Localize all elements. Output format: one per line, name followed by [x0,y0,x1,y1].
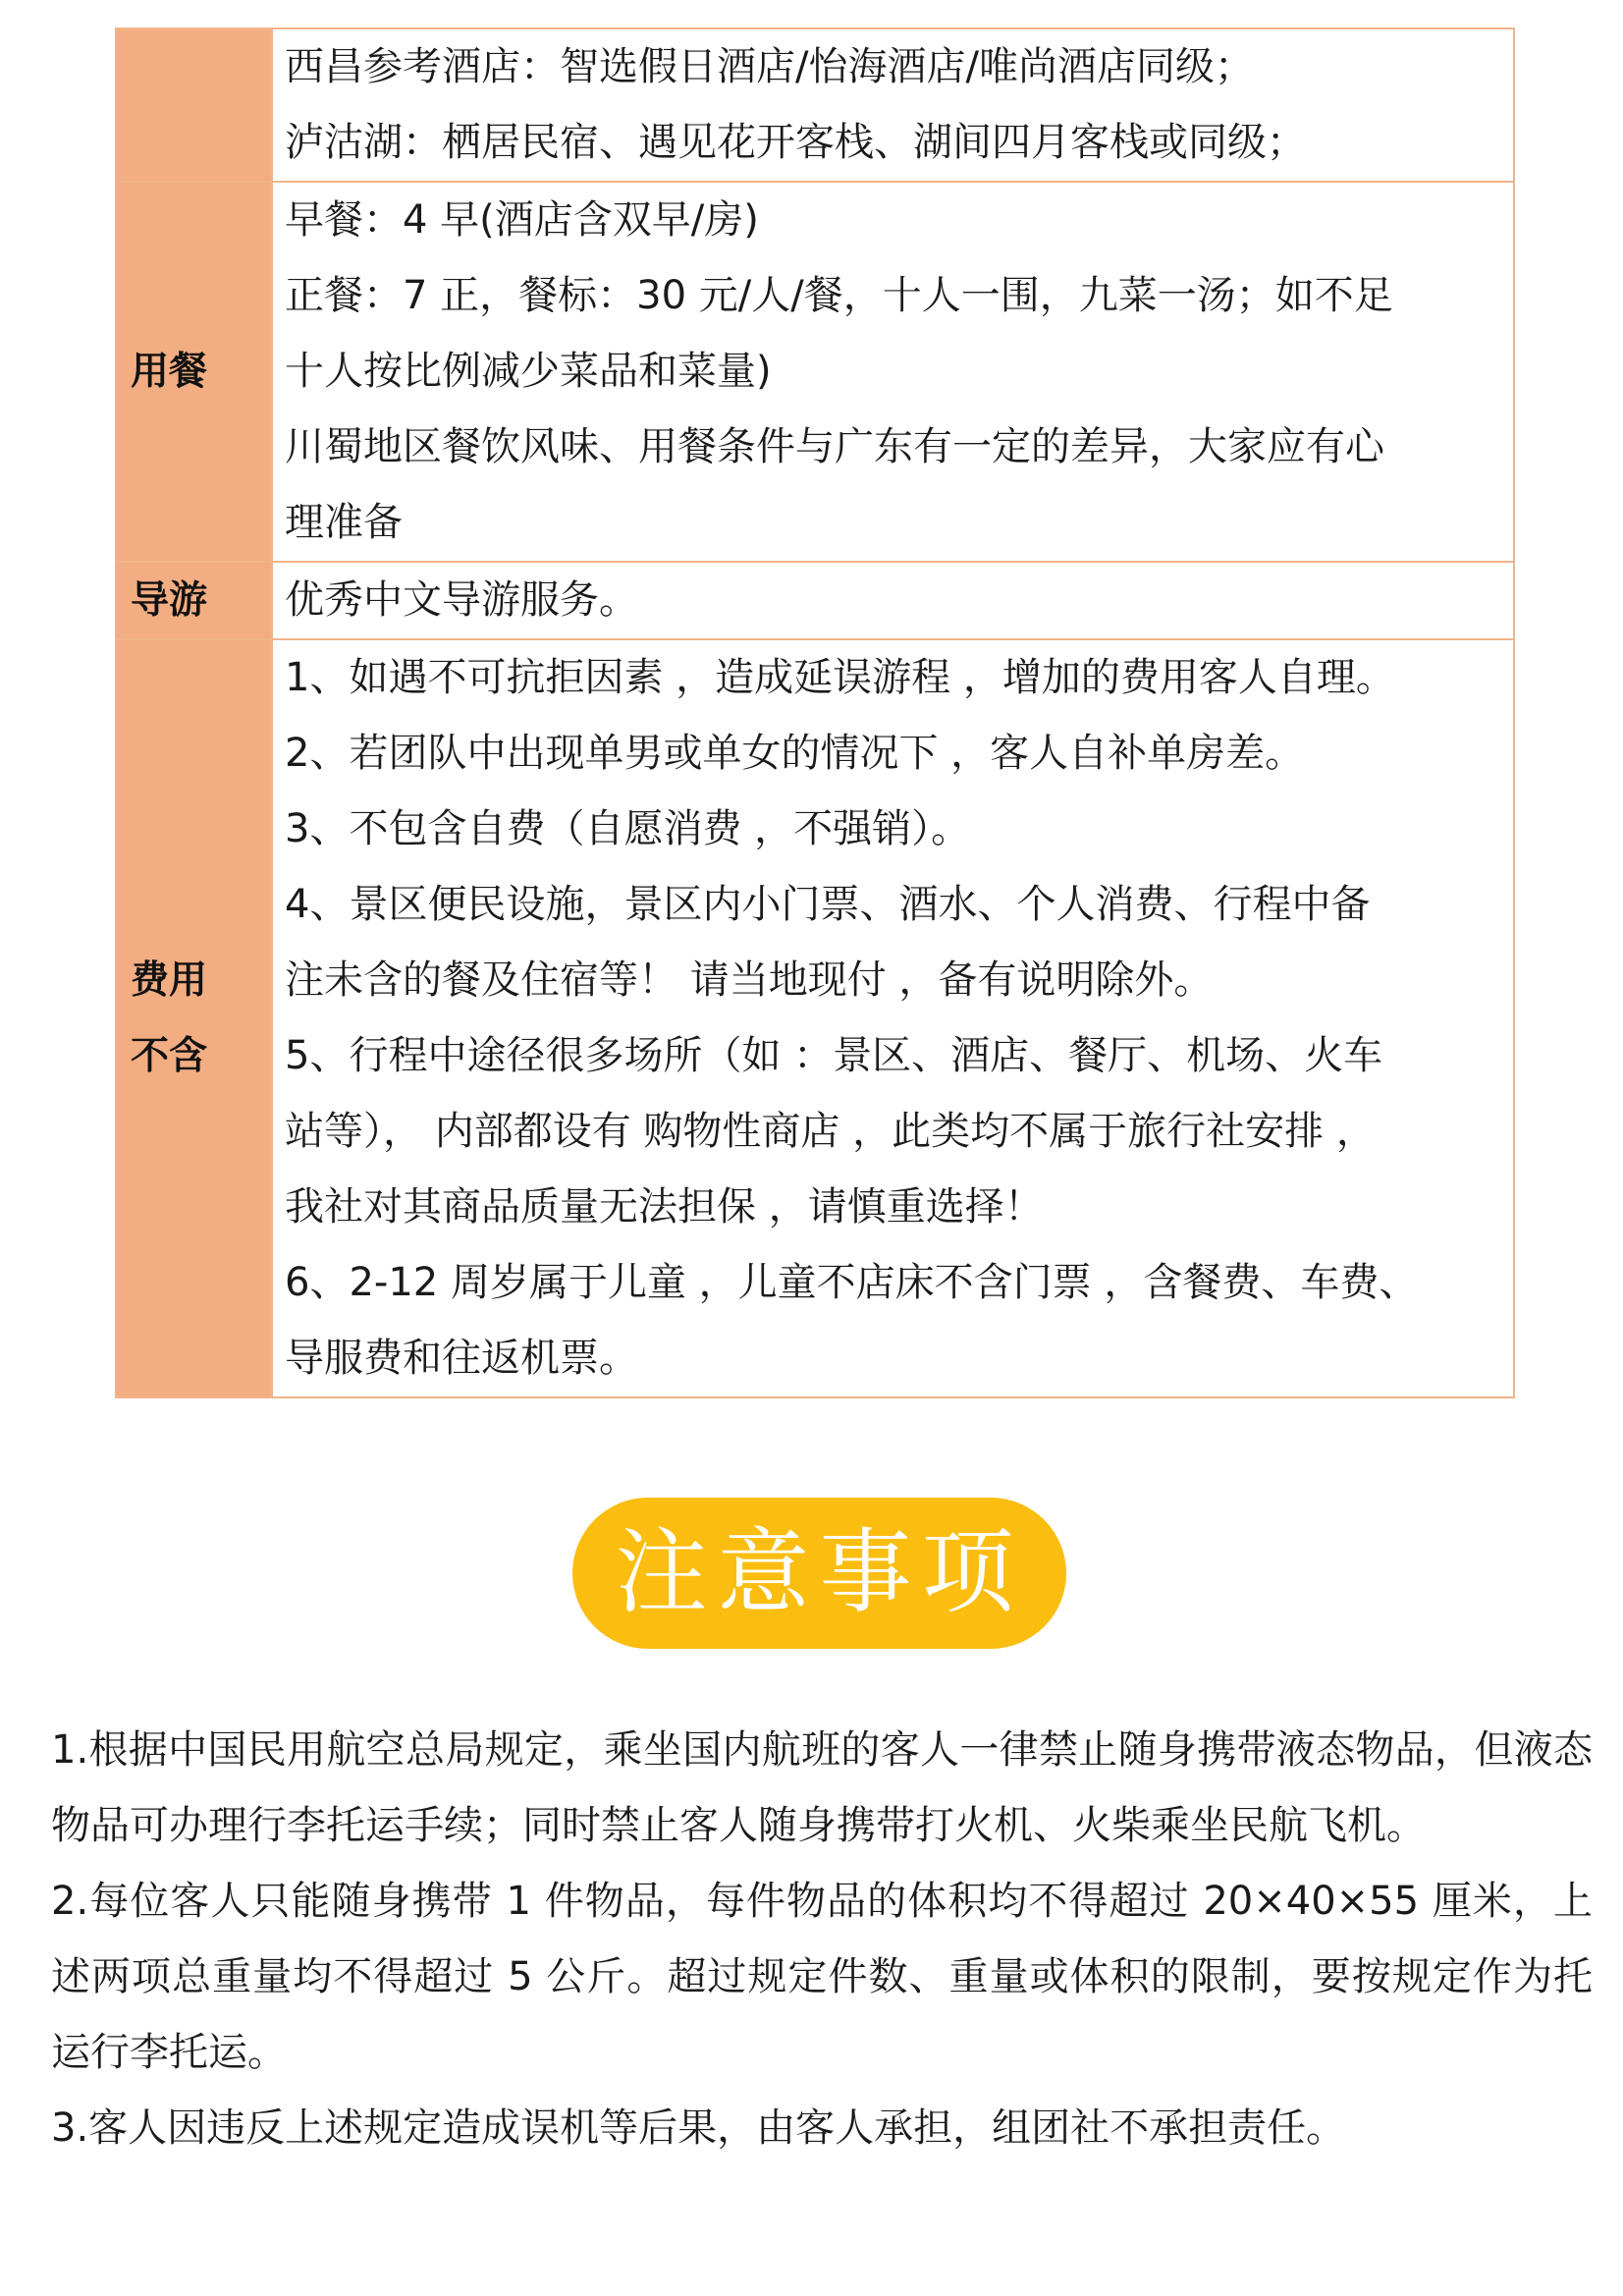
meals-line: 理准备 [285,500,403,545]
table-row-hotel [116,28,1514,182]
hotel-line: 泸沽湖：栖居民宿、遇见花开客栈、湖间四月客栈或同级； [285,120,1306,165]
row-label-cell [116,28,272,182]
row-label-excluded: 费用 [131,958,208,1003]
hotel-line: 西昌参考酒店：智选假日酒店/怡海酒店/唯尚酒店同级； [285,44,1254,89]
excluded-line: 2、若团队中出现单男或单女的情况下 ，客人自补单房差。 [285,731,1305,776]
excluded-line: 5、行程中途径很多场所（如 ：景区、酒店、餐厅、机场、火车 [285,1033,1383,1078]
table-row-excluded-costs [116,639,1514,1397]
guide-line: 优秀中文导游服务。 [285,577,638,623]
excluded-line: 我社对其商品质量无法担保 ，请慎重选择！ [285,1184,1044,1230]
notice-item: 3.客人因违反上述规定造成误机等后果，由客人承担，组团社不承担责任。 [51,2105,1346,2151]
service-info-table [115,27,1515,1398]
excluded-line: 3、不包含自费（自愿消费 ，不强销）。 [285,806,971,851]
notice-heading-badge [572,1498,1066,1649]
meals-line: 正餐：7 正，餐标：30 元/人/餐，十人一围，九菜一汤；如不足 [285,273,1393,318]
row-content-cell [272,639,1514,1397]
excluded-line: 4、景区便民设施，景区内小门票、酒水、个人消费、行程中备 [285,882,1371,927]
row-label-excluded: 不含 [131,1034,208,1078]
table-row-meals [116,182,1514,562]
meals-line: 早餐：4 早(酒店含双早/房) [285,197,759,243]
row-label-cell [116,639,272,1397]
meals-line: 十人按比例减少菜品和菜量) [285,349,772,394]
row-label-guide: 导游 [131,578,208,623]
table-row-guide [116,562,1514,639]
row-content-cell [272,182,1514,562]
row-label-cell [116,182,272,562]
excluded-line: 注未含的餐及住宿等！ 请当地现付 ，备有说明除外。 [285,957,1214,1003]
row-label-meals: 用餐 [131,350,208,394]
notice-heading: 注意事项 [615,1519,1024,1626]
excluded-line: 站等）， 内部都设有 购物性商店 ，此类均不属于旅行社安排 ， [285,1109,1376,1154]
meals-line: 川蜀地区餐饮风味、用餐条件与广东有一定的差异，大家应有心 [285,424,1384,469]
excluded-line: 1、如遇不可抗拒因素 ，造成延误游程 ，增加的费用客人自理。 [285,655,1395,700]
row-content-cell [272,562,1514,639]
excluded-line: 导服费和往返机票。 [285,1336,638,1381]
row-content-cell [272,28,1514,182]
notice-list [51,1713,1593,2166]
notice-item: 1.根据中国民用航空总局规定，乘坐国内航班的客人一律禁止随身携带液态物品，但液态物品可办理行李托运手续；同时禁止客人随身携带打火机、火柴乘坐民航飞机。 [51,1727,1593,1848]
excluded-line: 6、2-12 周岁属于儿童 ，儿童不店床不含门票 ，含餐费、车费、 [285,1260,1419,1305]
row-label-cell [116,562,272,639]
notice-item: 2.每位客人只能随身携带 1 件物品，每件物品的体积均不得超过 20×40×55 厘米，上述两项总重量均不得超过 5 公斤。超过规定件数、重量或体积的限制，要按规定作为托运行李托运。 [51,1879,1593,2075]
